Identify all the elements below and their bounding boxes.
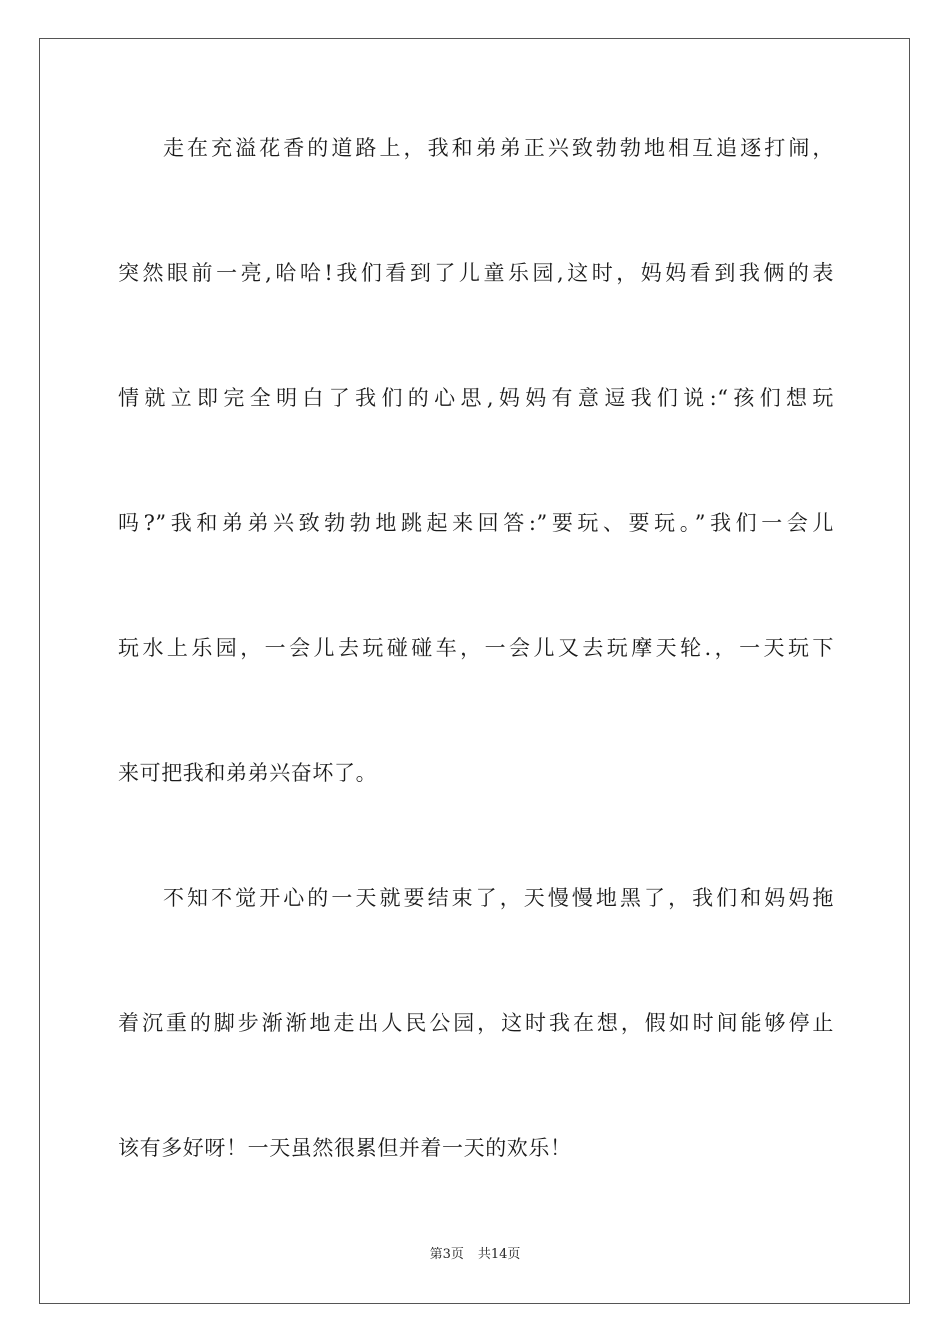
paragraph-1-line-5: 玩水上乐园，一会儿去玩碰碰车，一会儿又去玩摩天轮.，一天玩下 (118, 636, 834, 660)
page-number: 第3页 (429, 1247, 464, 1262)
paragraph-1-line-3: 情就立即完全明白了我们的心思,妈妈有意逗我们说:“孩们想玩 (118, 386, 834, 410)
page-footer (0, 1246, 950, 1264)
paragraph-1-line-1: 走在充溢花香的道路上，我和弟弟正兴致勃勃地相互追逐打闹， (163, 136, 834, 160)
page-border (39, 38, 910, 1304)
paragraph-2-line-1: 不知不觉开心的一天就要结束了，天慢慢地黑了，我们和妈妈拖 (163, 886, 834, 910)
total-pages: 共14页 (477, 1247, 521, 1262)
paragraph-2-line-3: 该有多好呀！一天虽然很累但并着一天的欢乐！ (118, 1136, 572, 1160)
paragraph-1-line-2: 突然眼前一亮,哈哈!我们看到了儿童乐园,这时，妈妈看到我俩的表 (118, 261, 834, 285)
paragraph-1-line-6: 来可把我和弟弟兴奋坏了。 (118, 761, 378, 785)
paragraph-1-line-4: 吗?”我和弟弟兴致勃勃地跳起来回答:”要玩、要玩。”我们一会儿 (118, 511, 834, 535)
paragraph-2-line-2: 着沉重的脚步渐渐地走出人民公园，这时我在想，假如时间能够停止 (118, 1011, 834, 1035)
